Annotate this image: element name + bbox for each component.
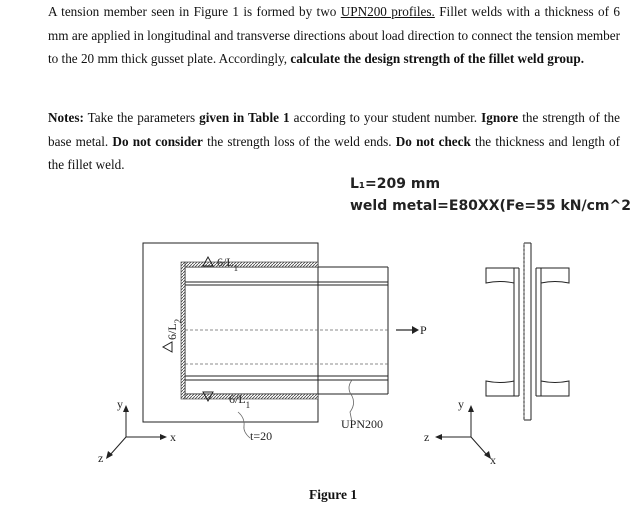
problem-text-2: Fillet welds with a thickness of 6 mm are applied in longitudinal and transverse directions about load direction to connect the tension member to the 20 mm thick gusset plate. Accordingly, xyxy=(48,4,620,66)
handwritten-length: L₁=209 mm xyxy=(350,176,441,192)
weld-label-top: $6/L_1$ xyxy=(217,255,239,273)
axis-y-right: y xyxy=(458,397,464,411)
notes-bold-2: Ignore xyxy=(481,110,519,125)
thickness-label: t=20 xyxy=(250,429,273,443)
break-line-member xyxy=(349,380,354,422)
notes-text-1: Take the parameters xyxy=(83,110,200,125)
weld-side xyxy=(181,262,185,399)
break-line-plate xyxy=(238,412,250,438)
axis-x-left: x xyxy=(170,430,176,444)
axis-triad-left xyxy=(98,397,176,465)
upn200-link[interactable]: UPN200 profiles. xyxy=(340,4,435,19)
figure-caption: Figure 1 xyxy=(309,487,358,502)
notes-label: Notes: xyxy=(48,110,84,125)
axis-z-left: z xyxy=(98,451,104,465)
handwritten-weld-metal: weld metal=E80XX(Fe=55 kN/cm^2 xyxy=(350,198,631,214)
profile-label: UPN200 xyxy=(341,417,384,431)
notes-text-3: the strength of the base metal. xyxy=(48,110,620,149)
notes-bold-1: given in Table 1 xyxy=(199,110,290,125)
upn-profile-bottom xyxy=(185,376,388,394)
load-arrow-icon xyxy=(412,326,419,334)
axis-triad-right xyxy=(424,397,496,467)
problem-task: calculate the design strength of the fillet weld group. xyxy=(290,51,584,66)
upn-profile-top xyxy=(185,267,388,285)
weld-label-side: $6/L_2$ xyxy=(165,318,183,340)
load-label: P xyxy=(420,323,427,337)
notes-bold-3: Do not consider xyxy=(112,133,203,149)
notes-text-4: the strength loss of the weld ends. xyxy=(202,133,396,149)
axis-z-right: z xyxy=(424,430,430,444)
axis-x-right: x xyxy=(490,453,496,467)
notes-bold-4: Do not check xyxy=(395,133,471,149)
notes-text-5: the thickness and length of the fillet weld. xyxy=(48,133,620,172)
weld-label-bottom: $6/L_1$ xyxy=(229,392,251,410)
axis-y-left: y xyxy=(117,397,123,411)
cross-section-view xyxy=(486,243,569,420)
problem-text-1: A tension member seen in Figure 1 is formed by two xyxy=(48,4,341,19)
notes-text-2: according to your student number. xyxy=(289,110,482,125)
weld-symbol-side-icon xyxy=(163,342,172,352)
